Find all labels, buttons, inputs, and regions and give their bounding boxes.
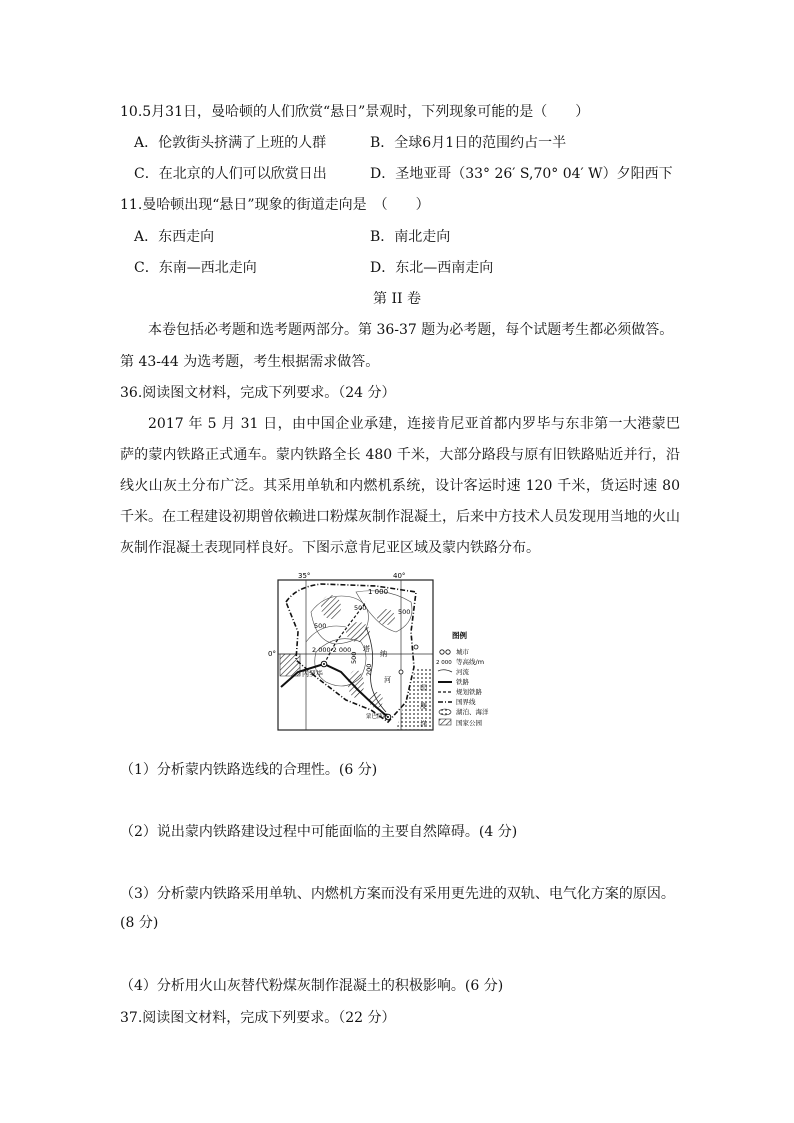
q36-sub-question-4: （4）分析用火山灰替代粉煤灰制作混凝土的积极影响。(6 分) — [120, 978, 504, 994]
question-36-material: 2017 年 5 月 31 日，由中国企业承建，连接肯尼亚首都内罗毕与东非第一大港蒙巴萨的蒙内铁路正式通车。蒙内铁路全长 480 千米，大部分路段与原有旧铁路贴近并行，沿线火山灰土分布广泛。其采用单轨和内燃机系统，设计客运时速 120 千米，货运时速 80 千米。在工程建设初期曾依赖进口粉煤灰制作混凝土，后来中方技术人员发现用当地的火山灰制作混凝土表现同样良好。下图示意肯尼亚区域及蒙内铁路分布。 — [120, 416, 680, 556]
question-10-stem: 10.5月31日，曼哈顿的人们欣赏“悬日”景观时，下列现象可能的是（ ） — [120, 104, 590, 120]
legend-park: 国家公园 — [456, 719, 482, 727]
q36-sub-question-3-score: (8 分) — [120, 915, 159, 931]
q10-option-b: B．全球6月1日的范围约占一半 — [370, 135, 567, 151]
nairobi-label: 内罗毕 — [302, 670, 323, 678]
city-marker — [399, 670, 403, 674]
legend-city-icon — [440, 650, 444, 654]
ocean-label-yin: 印 — [420, 684, 427, 692]
q36-sub-question-2: （2）说出蒙内铁路建设过程中可能面临的主要自然障碍。(4 分) — [120, 824, 518, 840]
lat-0-label: 0° — [268, 650, 276, 658]
legend-title: 图例 — [452, 631, 467, 640]
contour-label-1000: 1 000 — [368, 588, 389, 596]
q11-option-c: C．东南—西北走向 — [134, 260, 257, 276]
legend-river: 河流 — [456, 668, 469, 676]
section-title: 第 II 卷 — [373, 291, 421, 307]
contour-label-200: 200 — [365, 663, 373, 676]
ocean-label-yang: 洋 — [420, 720, 427, 728]
nairobi-city-marker — [323, 663, 325, 665]
legend-contour: 等高线/m — [456, 658, 485, 666]
section-intro-line-2: 第 43-44 为选考题，考生根据需求做答。 — [120, 354, 380, 370]
q10-option-d: D．圣地亚哥（33° 26′ S,70° 04′ W）夕阳西下 — [370, 166, 673, 182]
legend-park-icon — [439, 719, 451, 725]
contour-label-2000: 2 000 2 000 — [312, 646, 352, 654]
map-label-he: 河 — [384, 676, 391, 684]
contour-label-500: 500 — [314, 622, 327, 630]
legend-city-icon — [446, 650, 450, 654]
legend-lake: 湖泊、海洋 — [456, 708, 489, 716]
contour-label-500: 500 — [350, 651, 358, 664]
question-37-stem: 37.阅读图文材料，完成下列要求。（22 分） — [120, 1010, 396, 1026]
lon-35-label: 35° — [298, 572, 311, 580]
ocean-label-du: 度 — [420, 702, 427, 710]
question-36-stem: 36.阅读图文材料，完成下列要求。（24 分） — [120, 385, 396, 401]
legend-rail: 铁路 — [456, 678, 469, 686]
national-park — [321, 595, 341, 619]
map-label-na: 纳 — [380, 650, 387, 658]
mombasa-label: 蒙巴萨港 — [366, 714, 389, 720]
kenya-railway-map — [268, 572, 526, 732]
legend-lake-icon — [439, 709, 451, 715]
contour-label-500: 500 — [354, 604, 367, 612]
legend-plan: 规划铁路 — [456, 688, 482, 696]
q10-option-a: A．伦敦街头挤满了上班的人群 — [134, 135, 327, 151]
city-marker — [414, 645, 418, 649]
contour-label-500: 500 — [398, 608, 411, 616]
map-label-ta: 塔 — [363, 645, 370, 653]
section-intro-line-1: 本卷包括必考题和选考题两部分。第 36-37 题为必考题，每个试题考生都必须做答。 — [148, 322, 674, 338]
q11-option-d: D．东北—西南走向 — [370, 260, 494, 276]
legend-river-icon — [438, 670, 452, 672]
q36-sub-question-3: （3）分析蒙内铁路采用单轨、内燃机方案而没有采用更先进的双轨、电气化方案的原因。 — [120, 886, 675, 902]
q36-sub-question-1: （1）分析蒙内铁路选线的合理性。(6 分) — [120, 762, 378, 778]
q11-option-b: B．南北走向 — [370, 229, 451, 245]
legend-contour-sample: 2 000 — [436, 660, 452, 666]
lon-40-label: 40° — [393, 572, 406, 580]
map-legend — [436, 630, 489, 727]
q10-option-c: C．在北京的人们可以欣赏日出 — [134, 166, 327, 182]
legend-city: 城市 — [456, 648, 469, 656]
legend-border: 国界线 — [456, 698, 476, 706]
question-11-stem: 11.曼哈顿出现“悬日”现象的街道走向是 （ ） — [120, 197, 430, 213]
q11-option-a: A．东西走向 — [134, 229, 215, 245]
